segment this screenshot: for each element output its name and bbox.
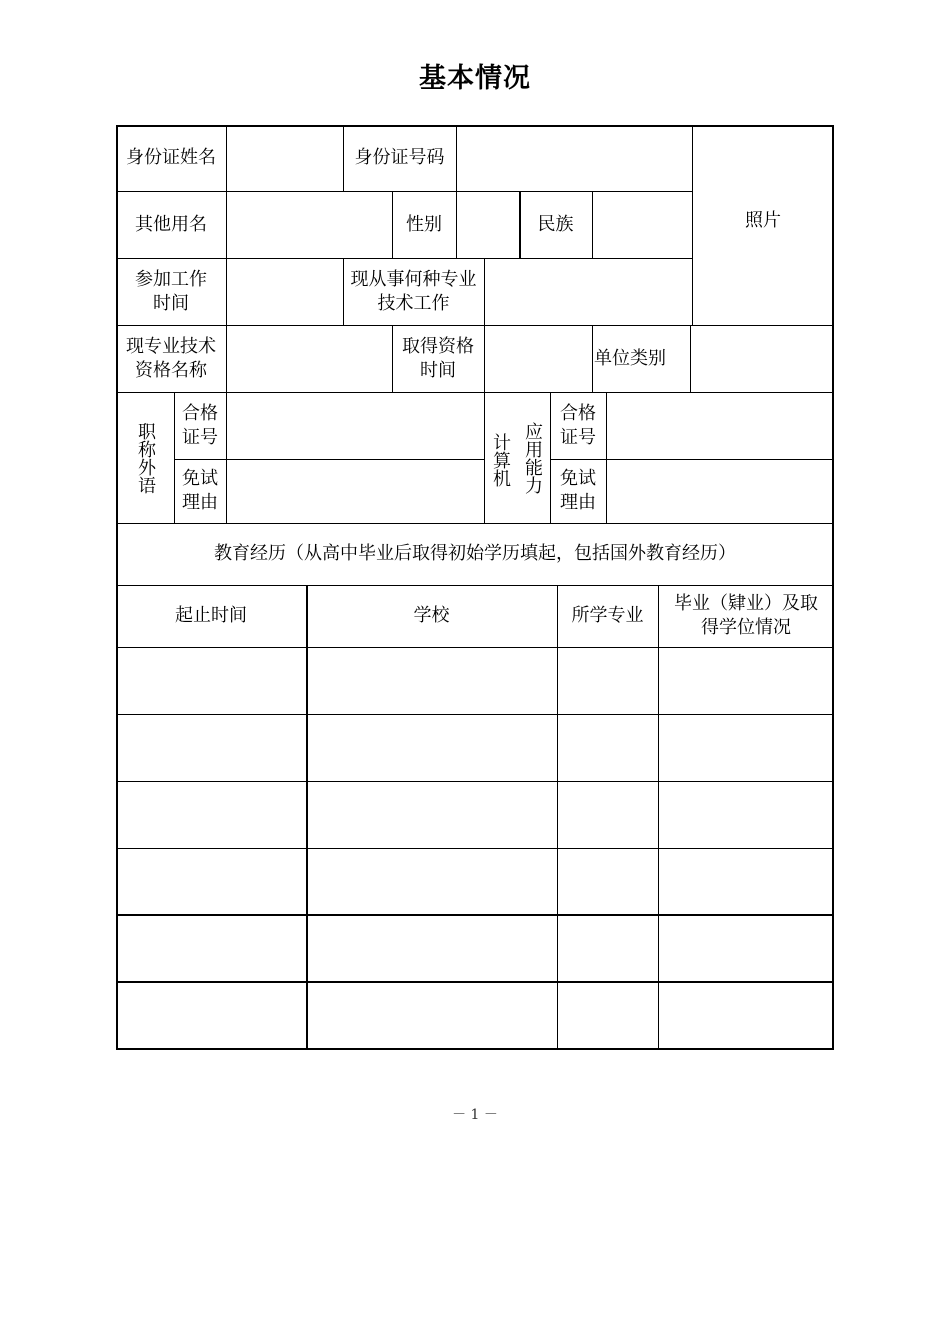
language-label: 职称外语 — [135, 421, 156, 494]
computer-exempt-field[interactable] — [606, 459, 834, 523]
id-name-label: 身份证姓名 — [126, 147, 216, 168]
basic-info-form — [116, 125, 834, 1050]
education-row[interactable] — [116, 781, 834, 848]
language-exempt-label: 免试 理由 — [182, 468, 218, 513]
language-cert-field[interactable] — [226, 392, 484, 459]
education-row[interactable] — [116, 647, 834, 714]
computer-label-a: 计算机 — [490, 433, 511, 487]
education-row[interactable] — [116, 848, 834, 914]
qualification-time-label: 取得资格 时间 — [402, 335, 474, 381]
current-work-field[interactable] — [484, 258, 692, 325]
id-number-label: 身份证号码 — [354, 147, 445, 168]
work-start-label: 参加工作 时间 — [135, 268, 207, 314]
id-number-field[interactable] — [456, 125, 692, 191]
education-col-degree: 毕业（肄业）及取 得学位情况 — [674, 593, 818, 638]
qualification-time-field[interactable] — [484, 325, 592, 392]
education-col-major: 所学专业 — [571, 605, 644, 626]
qualification-name-label: 现专业技术 资格名称 — [126, 335, 216, 381]
computer-cert-label: 合格 证号 — [560, 402, 596, 448]
education-col-school: 学校 — [413, 605, 450, 626]
page-number: － 1 － — [452, 1107, 498, 1123]
other-name-label: 其他用名 — [135, 213, 207, 235]
language-exempt-field[interactable] — [226, 459, 484, 523]
page-title: 基本情况 — [419, 63, 531, 94]
education-col-period: 起止时间 — [175, 605, 247, 626]
education-row[interactable] — [116, 714, 834, 781]
computer-exempt-label: 免试 理由 — [560, 468, 596, 513]
computer-cert-field[interactable] — [606, 392, 834, 459]
id-name-field[interactable] — [226, 125, 343, 191]
computer-label-b: 应用能力 — [522, 422, 543, 494]
ethnicity-field[interactable] — [592, 191, 692, 258]
gender-label: 性别 — [406, 213, 442, 235]
education-row[interactable] — [116, 981, 834, 1048]
education-heading: 教育经历（从高中毕业后取得初始学历填起，包括国外教育经历） — [214, 543, 736, 564]
qualification-name-field[interactable] — [226, 325, 392, 392]
other-name-field[interactable] — [226, 191, 392, 258]
education-row[interactable] — [116, 914, 834, 981]
unit-type-label: 单位类别 — [594, 347, 666, 369]
ethnicity-label: 民族 — [537, 213, 574, 235]
language-cert-label: 合格 证号 — [182, 402, 218, 448]
work-start-field[interactable] — [226, 258, 343, 325]
gender-field[interactable] — [456, 191, 519, 258]
current-work-label: 现从事何种专业 技术工作 — [350, 268, 477, 314]
photo-box[interactable]: 照片 — [745, 210, 781, 231]
unit-type-field[interactable] — [690, 325, 834, 392]
